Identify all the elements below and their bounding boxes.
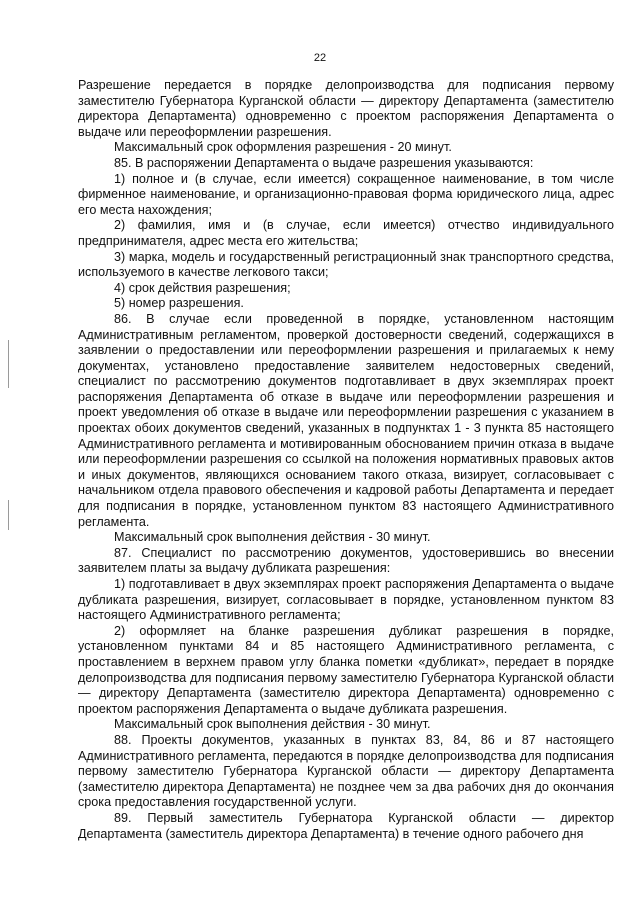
paragraph: 4) срок действия разрешения;: [114, 280, 291, 295]
paragraph: 1) подготавливает в двух экземплярах проект распоряжения Департамента о выдаче дубликата разрешения, визирует, согласовывает в порядке, установленном пунктом 83 настоящего Административного регламента;: [78, 577, 614, 623]
paragraph: 89. Первый заместитель Губернатора Курганской области — директор Департамента (заместитель директора Департамента) в течение одного рабочего дня: [78, 810, 614, 841]
paragraph: 5) номер разрешения.: [114, 296, 244, 311]
paragraph: 86. В случае если проведенной в порядке, установленном настоящим Административным регламентом, проверкой достоверности сведений, содержащихся в заявлении о предоставлении или переоформлении разрешения и прилагаемых к нему документах, установлено предоставление заявителем недостоверных сведений, специалист по рассмотрению документов подготавливает в двух экземплярах проект распоряжения Департамента об отказе в выдаче или переоформлении разрешения и проект уведомления об отказе в выдаче или переоформлении разрешения с указанием в проектах обоих документов сведений, указанных в подпунктах 1 - 3 пункта 85 настоящего Административного регламента и мотивированным обоснованием причин отказа в выдаче или переоформлении разрешения со ссылкой на положения нормативных правовых актов и иных документов, являющихся основанием такого отказа, визирует, согласовывает с начальником отдела правового обеспечения и кадровой работы Департамента и передает для подписания в порядке, установленном пунктом 83 настоящего Административного регламента.: [78, 311, 614, 529]
paragraph: Максимальный срок выполнения действия - 30 минут.: [114, 717, 431, 732]
paragraph: 88. Проекты документов, указанных в пунктах 83, 84, 86 и 87 настоящего Административного регламента, передаются в порядке делопроизводства для подписания первому заместителю Губернатора Курганской области — директору Департамента (заместителю директора Департамента) не позднее чем за два рабочих дня до окончания срока предоставления государственной услуги.: [78, 732, 614, 810]
paragraph: Разрешение передается в порядке делопроизводства для подписания первому заместителю Губернатора Курганской области — директору Департамента (заместителю директора Департамента) одновременно с проектом распоряжения Департамента о выдаче или переоформлении разрешения.: [78, 78, 614, 139]
margin-scan-mark: [8, 340, 9, 388]
page-number: 22: [313, 52, 327, 64]
document-body: [78, 78, 614, 842]
paragraph: 3) марка, модель и государственный регистрационный знак транспортного средства, используемого в качестве легкового такси;: [78, 249, 614, 280]
paragraph: 1) полное и (в случае, если имеется) сокращенное наименование, в том числе фирменное наименование, и организационно-правовая форма юридического лица, адрес его места нахождения;: [78, 171, 614, 217]
paragraph: 85. В распоряжении Департамента о выдаче разрешения указываются:: [114, 155, 534, 170]
margin-scan-mark: [8, 500, 9, 530]
paragraph: Максимальный срок выполнения действия - 30 минут.: [114, 530, 431, 545]
paragraph: 2) оформляет на бланке разрешения дубликат разрешения в порядке, установленном пунктами 84 и 85 настоящего Административного регламента, с проставлением в верхнем правом углу бланка пометки «дубликат», передает в порядке делопроизводства для подписания первому заместителю Губернатора Курганской области — директору Департамента (заместителю директора Департамента) одновременно с проектом распоряжения Департамента о выдаче дубликата разрешения.: [78, 623, 614, 716]
paragraph: 2) фамилия, имя и (в случае, если имеется) отчество индивидуального предпринимателя, адрес места его жительства;: [78, 218, 614, 248]
paragraph: Максимальный срок оформления разрешения - 20 минут.: [114, 140, 452, 155]
paragraph: 87. Специалист по рассмотрению документов, удостоверившись во внесении заявителем платы за выдачу дубликата разрешения:: [78, 545, 614, 576]
